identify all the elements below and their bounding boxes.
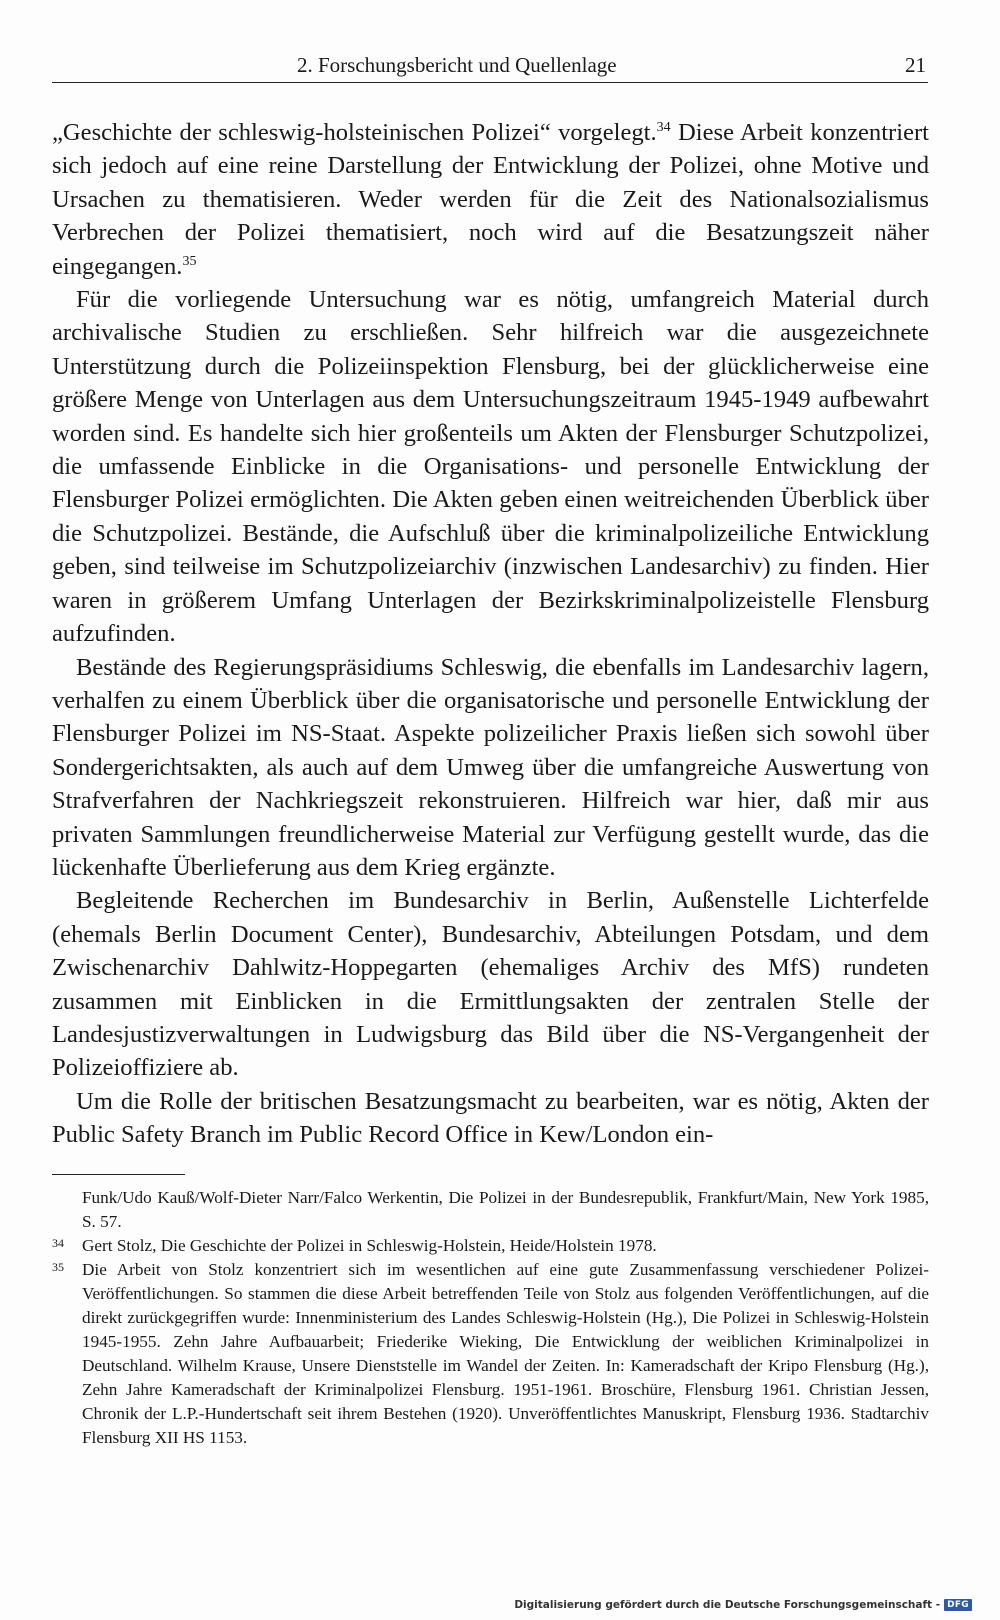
footnote <box>52 1234 929 1258</box>
footnote-text: Gert Stolz, Die Geschichte der Polizei in Schleswig-Holstein, Heide/Holstein 1978. <box>82 1236 657 1255</box>
paragraph <box>52 651 929 885</box>
funding-note: Digitalisierung gefördert durch die Deutsche Forschungsgemeinschaft - <box>514 1599 941 1611</box>
footnote-text: Die Arbeit von Stolz konzentriert sich im wesentlichen auf eine gute Zusammenfassung verschiedener Polizei-Veröffentlichungen. So stammen die diese Arbeit betreffenden Teile von Stolz aus folgenden Veröffentlichungen, auf die direkt zurückgegriffen wurde: Innenministerium des Landes Schleswig-Holstein (Hg.), Die Polizei in Schleswig-Holstein 1945-1955. Zehn Jahre Aufbauarbeit; Friederike Wieking, Die Entwicklung der weiblichen Kriminalpolizei in Deutschland. Wilhelm Krause, Unsere Dienststelle im Wandel der Zeiten. In: Kameradschaft der Kripo Flensburg (Hg.), Zehn Jahre Kameradschaft der Kriminalpolizei Flensburg. 1951-1961. Broschüre, Flensburg 1961. Christian Jessen, Chronik der L.P.-Hundertschaft seit ihrem Bestehen (1920). Unveröffentlichtes Manuskript, Flensburg 1936. Stadtarchiv Flensburg XII HS 1153. <box>82 1260 929 1447</box>
paragraph-text: Diese Arbeit konzentriert sich jedoch auf eine reine Darstellung der Entwicklung der Polizei, ohne Motive und Ursachen zu thematisieren. Weder werden für die Zeit des Nationalsozialismus Verbrechen der Polizei thematisiert, noch wird auf die Besatzungszeit näher eingegangen. <box>52 119 930 280</box>
footnote <box>52 1258 929 1450</box>
footnote <box>52 1186 929 1234</box>
paragraph-text: „Geschichte der schleswig-holsteinischen Polizei“ vorgelegt. <box>52 119 657 146</box>
main-text <box>52 116 929 1152</box>
running-head <box>52 52 928 83</box>
funding-footer <box>514 1599 972 1611</box>
page-number: 21 <box>905 53 926 77</box>
footnotes <box>52 1186 929 1450</box>
chapter-title: 2. Forschungsbericht und Quellenlage <box>297 53 617 77</box>
footnote-marker[interactable]: 34 <box>656 120 671 135</box>
paragraph-text: Für die vorliegende Untersuchung war es nötig, umfangreich Material durch archivalische Studien zu erschließen. Sehr hilfreich war die ausgezeichnete Unterstützung durch die Polizeiinspektion Flensburg, bei der glücklicherweise eine größere Menge von Unterlagen aus dem Untersuchungszeitraum 1945-1949 aufbewahrt worden sind. Es handelte sich hier großenteils um Akten der Flensburger Schutzpolizei, die umfassende Einblicke in die Organisations- und personelle Entwicklung der Flensburger Polizei ermöglichten. Die Akten geben einen weitreichenden Überblick über die Schutzpolizei. Bestände, die Aufschluß über die kriminalpolizeiliche Entwicklung geben, sind teilweise im Schutzpolizeiarchiv (inzwischen Landesarchiv) zu finden. Hier waren in größerem Umfang Unterlagen der Bezirkskriminalpolizeistelle Flensburg aufzufinden. <box>52 286 929 648</box>
paragraph <box>52 884 929 1084</box>
paragraph-text: Um die Rolle der britischen Besatzungsmacht zu bearbeiten, war es nötig, Akten der Public Safety Branch im Public Record Office in Kew/London ein- <box>52 1087 929 1149</box>
paragraph <box>52 283 929 650</box>
footnote-marker[interactable]: 35 <box>182 253 197 269</box>
footnote-number: 35 <box>52 1260 64 1274</box>
footnote-text: Funk/Udo Kauß/Wolf-Dieter Narr/Falco Werkentin, Die Polizei in der Bundesrepublik, Frankfurt/Main, New York 1985, S. 57. <box>82 1188 929 1231</box>
paragraph-text: Begleitende Recherchen im Bundesarchiv in Berlin, Außenstelle Lichterfelde (ehemals Berlin Document Center), Bundesarchiv, Abteilungen Potsdam, und dem Zwischenarchiv Dahlwitz-Hoppegarten (ehemaliges Archiv des MfS) rundeten zusammen mit Einblicken in die Ermittlungsakten der zentralen Stelle der Landesjustizverwaltungen in Ludwigsburg das Bild über die NS-Vergangenheit der Polizeioffiziere ab. <box>52 887 929 1082</box>
paragraph <box>52 116 929 283</box>
paragraph <box>52 1085 929 1152</box>
dfg-logo: DFG <box>944 1599 972 1611</box>
footnote-divider <box>52 1174 185 1175</box>
footnote-number: 34 <box>52 1236 64 1250</box>
paragraph-text: Bestände des Regierungspräsidiums Schleswig, die ebenfalls im Landesarchiv lagern, verhalfen zu einem Überblick über die organisatorische und personelle Entwicklung der Flensburger Polizei im NS-Staat. Aspekte polizeilicher Praxis ließen sich sowohl über Sondergerichtsakten, als auch auf dem Umweg über die umfangreiche Auswertung von Strafverfahren der Nachkriegszeit rekonstruieren. Hilfreich war hier, daß mir aus privaten Sammlungen freundlicherweise Material zur Verfügung gestellt wurde, das die lückenhafte Überlieferung aus dem Krieg ergänzte. <box>52 653 929 881</box>
